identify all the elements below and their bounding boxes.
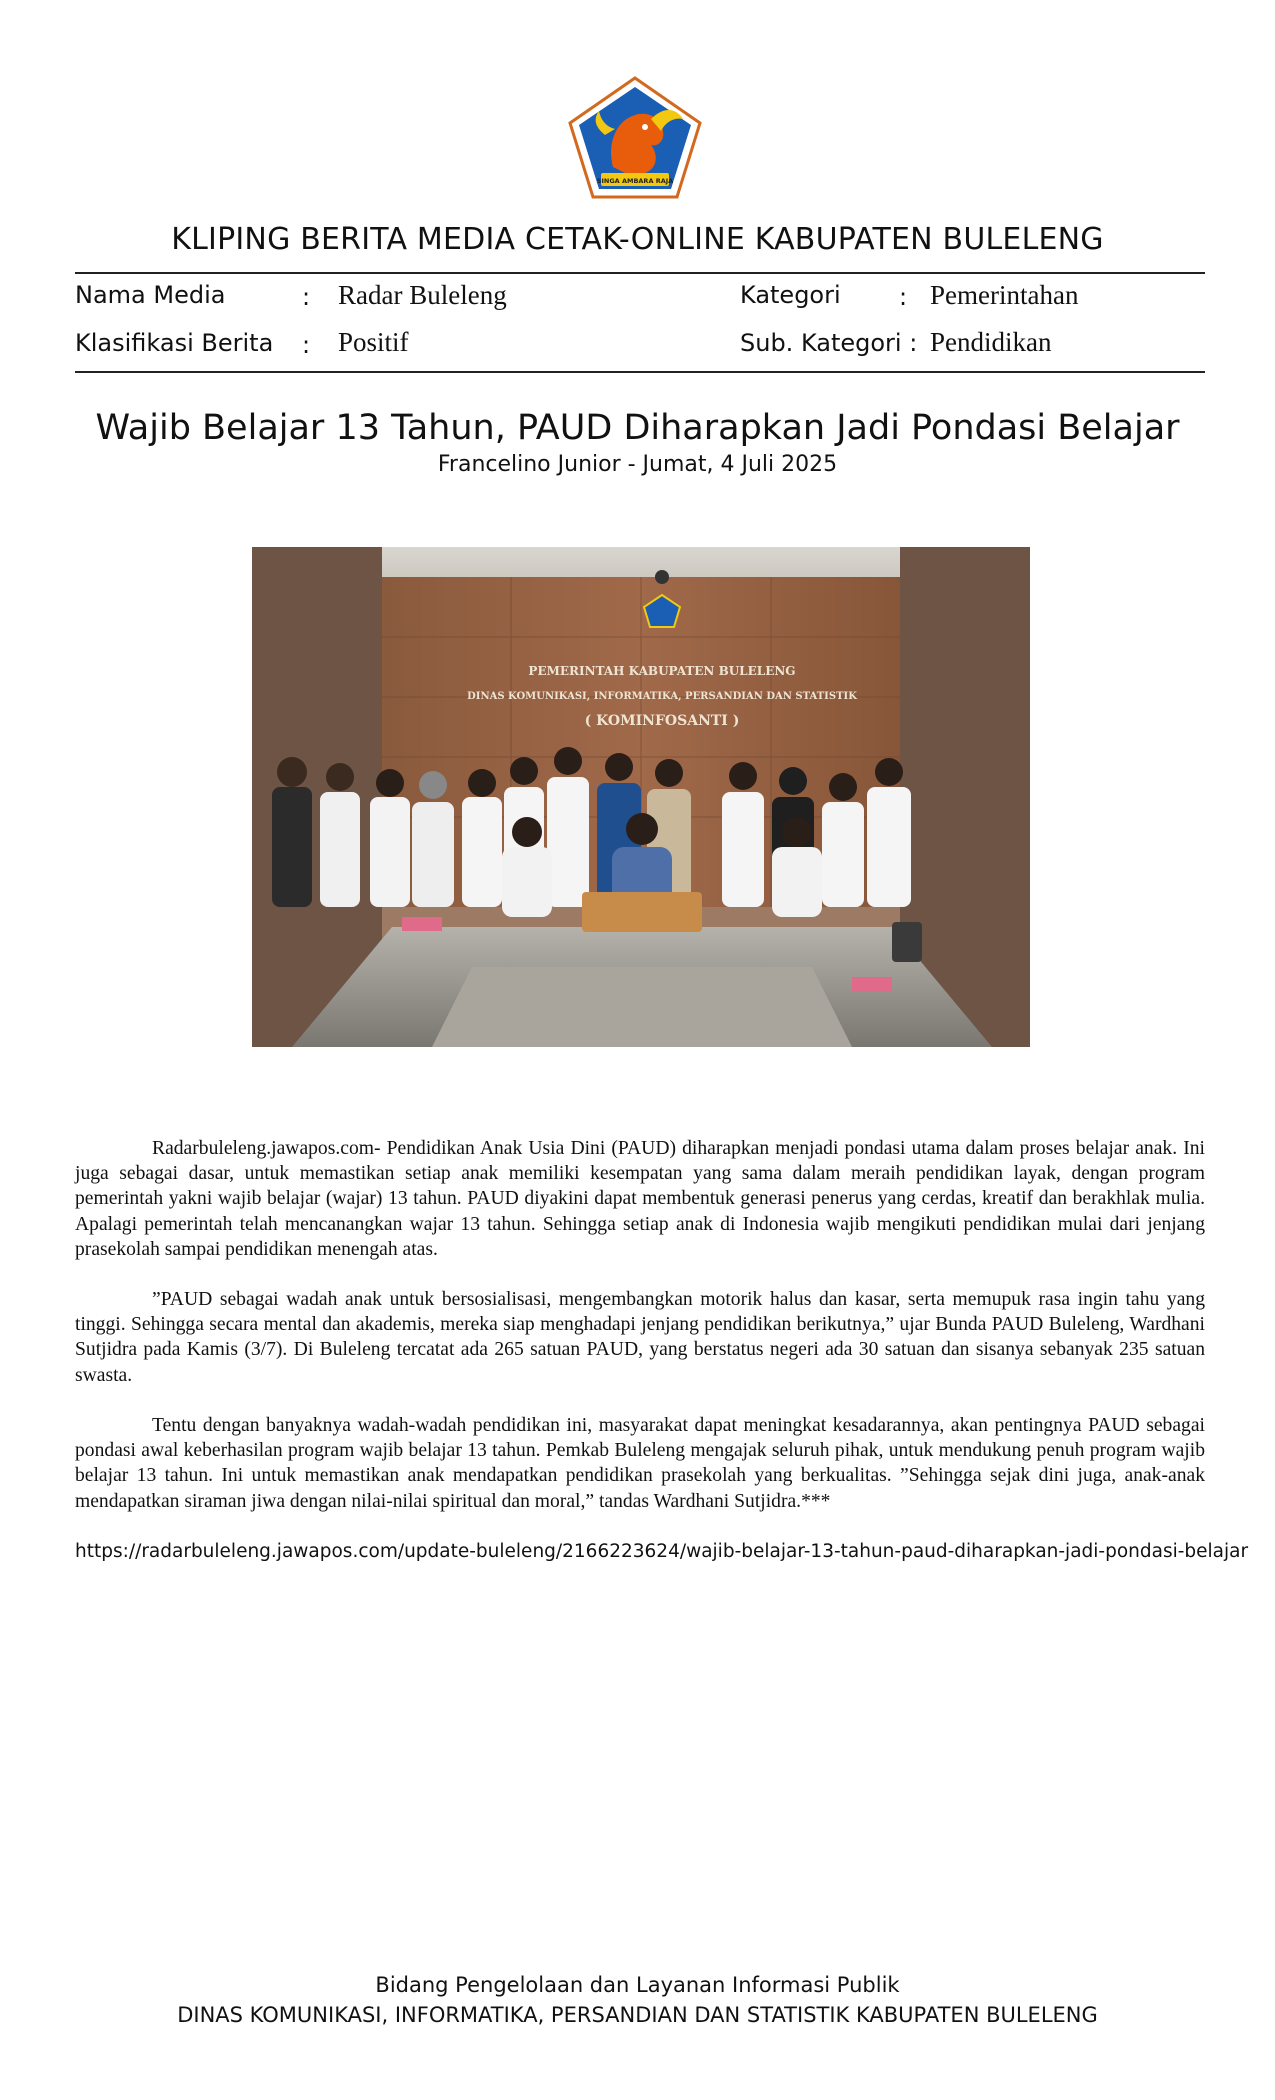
media-label: Nama Media bbox=[75, 281, 226, 309]
photo-wall-line1: PEMERINTAH KABUPATEN BULELENG bbox=[528, 664, 796, 678]
kategori-value: Pemerintahan bbox=[930, 280, 1079, 310]
klasifikasi-label: Klasifikasi Berita bbox=[75, 329, 274, 357]
article-paragraph-1: Radarbuleleng.jawapos.com- Pendidikan Anak Usia Dini (PAUD) diharapkan menjadi pondasi utama dalam proses belajar anak. Ini juga sebagai dasar, untuk memastikan setiap anak memiliki kesempatan yang sama dalam meraih pendidikan layak, dengan program pemerintah yakni wajib belajar (wajar) 13 tahun. PAUD diyakini dapat membentuk generasi penerus yang cerdas, kreatif dan berakhlak mulia. Apalagi pemerintah telah mencanangkan wajar 13 tahun. Sehingga setiap anak di Indonesia wajib mengikuti pendidikan mulai dari jenjang prasekolah sampai pendidikan menengah atas. bbox=[75, 1138, 1205, 1260]
header-bottom-rule bbox=[75, 371, 1205, 373]
media-value: Radar Buleleng bbox=[338, 280, 507, 310]
kategori-label: Kategori bbox=[740, 281, 841, 309]
photo-wall-line2: DINAS KOMUNIKASI, INFORMATIKA, PERSANDIAN DAN STATISTIK bbox=[467, 691, 857, 702]
klasifikasi-value: Positif bbox=[338, 327, 409, 357]
article-paragraph-3: Tentu dengan banyaknya wadah-wadah pendidikan ini, masyarakat dapat meningkat kesadarannya, akan pentingnya PAUD sebagai pondasi awal keberhasilan program wajib belajar 13 tahun. Pemkab Buleleng mengajak seluruh pihak, untuk mendukung penuh program wajib belajar 13 tahun. Ini untuk memastikan anak mendapatkan pendidikan prasekolah yang berkualitas. ”Sehingga sejak dini juga, anak-anak mendapatkan siraman jiwa dengan nilai-nilai spiritual dan moral,” tandas Wardhani Sutjidra.*** bbox=[75, 1415, 1205, 1512]
logo-motto: SINGA AMBARA RAJA bbox=[596, 177, 674, 185]
klasifikasi-separator: : bbox=[302, 331, 311, 359]
subkategori-value: Pendidikan bbox=[930, 327, 1052, 357]
article-headline: Wajib Belajar 13 Tahun, PAUD Diharapkan Jadi Pondasi Belajar bbox=[95, 408, 1180, 448]
kategori-separator: : bbox=[899, 283, 908, 311]
media-separator: : bbox=[302, 283, 311, 311]
source-url: https://radarbuleleng.jawapos.com/update-buleleng/2166223624/wajib-belajar-13-tahun-paud-diharapkan-jadi-pondasi-belajar bbox=[75, 1541, 1249, 1562]
header-top-rule bbox=[75, 272, 1205, 274]
article-byline: Francelino Junior - Jumat, 4 Juli 2025 bbox=[437, 452, 838, 477]
document-title: KLIPING BERITA MEDIA CETAK-ONLINE KABUPATEN BULELENG bbox=[171, 222, 1104, 257]
photo-wall-line3: ( KOMINFOSANTI ) bbox=[584, 713, 740, 729]
footer-line-1: Bidang Pengelolaan dan Layanan Informasi Publik bbox=[375, 1973, 900, 1997]
article-paragraph-2: ”PAUD sebagai wadah anak untuk bersosialisasi, mengembangkan motorik halus dan kasar, serta memupuk rasa ingin tahu yang tinggi. Sehingga secara mental dan akademis, mereka siap menghadapi jenjang pendidikan berikutnya,” ujar Bunda PAUD Buleleng, Wardhani Sutjidra pada Kamis (3/7). Di Buleleng tercatat ada 265 satuan PAUD, yang berstatus negeri ada 30 satuan dan sisanya sebanyak 235 satuan swasta. bbox=[75, 1289, 1205, 1386]
article-photo bbox=[252, 547, 1030, 1047]
footer-line-2: DINAS KOMUNIKASI, INFORMATIKA, PERSANDIAN DAN STATISTIK KABUPATEN BULELENG bbox=[177, 2003, 1098, 2027]
buleleng-emblem-logo bbox=[565, 75, 705, 200]
subkategori-label: Sub. Kategori : bbox=[740, 329, 918, 357]
